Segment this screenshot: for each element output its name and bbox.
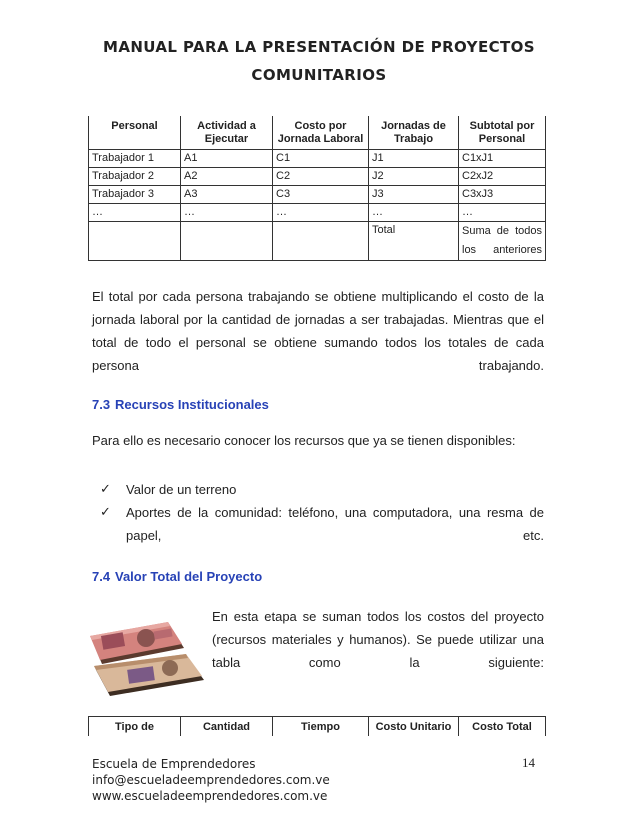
table-header-cell: Cantidad <box>181 717 273 737</box>
table-cell: C1xJ1 <box>459 150 546 168</box>
table-cell: Trabajador 1 <box>89 150 181 168</box>
table-header-cell: Personal <box>89 116 181 150</box>
table-header-cell: Subtotal por Personal <box>459 116 546 150</box>
table-cell: A3 <box>181 186 273 204</box>
table-row <box>89 186 546 204</box>
table-cell: C3xJ3 <box>459 186 546 204</box>
bullet-item-land-value: Valor de un terreno <box>126 482 237 497</box>
table-total-row <box>89 222 546 261</box>
table-cell: … <box>369 204 459 222</box>
table-cell: C3 <box>273 186 369 204</box>
table-row <box>89 150 546 168</box>
table-cell: A2 <box>181 168 273 186</box>
table-cell <box>181 222 273 261</box>
table-cell: … <box>89 204 181 222</box>
table-cell: … <box>273 204 369 222</box>
body-paragraph-total-calculation: El total por cada persona trabajando se obtiene multiplicando el costo de la jornada laboral por la cantidad de jornadas a ser trabajadas. Mientras que el total de todo el personal se obtiene sumando todos los totales de cada persona trabajando. <box>92 289 544 373</box>
section-number: 7.4 <box>92 569 111 584</box>
personnel-cost-table <box>88 116 546 261</box>
table-cell <box>459 222 546 261</box>
table-cell: C2xJ2 <box>459 168 546 186</box>
body-paragraph-total-value: En esta etapa se suman todos los costos del proyecto (recursos materiales y humanos). Se puede utilizar una tabla como la siguiente: <box>212 609 544 670</box>
checkmark-icon: ✓ <box>100 504 111 519</box>
table-cell <box>273 222 369 261</box>
table-header-cell: Costo Unitario <box>369 717 459 737</box>
footer-website: www.escueladeemprendedores.com.ve <box>92 789 328 803</box>
table-cell: C1 <box>273 150 369 168</box>
project-total-table <box>88 716 546 736</box>
section-title: Recursos Institucionales <box>115 397 269 412</box>
table-cell: A1 <box>181 150 273 168</box>
body-paragraph-resources-intro: Para ello es necesario conocer los recursos que ya se tienen disponibles: <box>92 433 516 448</box>
table-row <box>89 168 546 186</box>
banknotes-image <box>88 618 206 698</box>
table-header-row <box>89 717 546 737</box>
page-number: 14 <box>522 755 535 770</box>
table-cell: C2 <box>273 168 369 186</box>
section-heading-7-4 <box>92 569 262 584</box>
total-description: Suma de todos los anteriores <box>462 225 542 256</box>
table-cell: … <box>459 204 546 222</box>
table-cell <box>89 222 181 261</box>
table-cell: J1 <box>369 150 459 168</box>
table-cell: J2 <box>369 168 459 186</box>
table-cell: Total <box>369 222 459 261</box>
table-header-cell: Jornadas de Trabajo <box>369 116 459 150</box>
section-number: 7.3 <box>92 397 111 412</box>
table-cell: Trabajador 3 <box>89 186 181 204</box>
table-row <box>89 204 546 222</box>
document-title-line2: COMUNITARIOS <box>251 66 387 84</box>
section-title: Valor Total del Proyecto <box>115 569 263 584</box>
table-header-cell: Costo por Jornada Laboral <box>273 116 369 150</box>
table-cell: Trabajador 2 <box>89 168 181 186</box>
table-header-cell: Actividad a Ejecutar <box>181 116 273 150</box>
bullet-item-community-contributions: Aportes de la comunidad: teléfono, una computadora, una resma de papel, etc. <box>126 505 544 543</box>
table-cell: … <box>181 204 273 222</box>
table-cell: J3 <box>369 186 459 204</box>
document-title-line1: MANUAL PARA LA PRESENTACIÓN DE PROYECTOS <box>103 38 535 56</box>
table-header-cell: Tipo de <box>89 717 181 737</box>
checkmark-icon: ✓ <box>100 481 111 496</box>
footer-email: info@escueladeemprendedores.com.ve <box>92 773 330 787</box>
table-header-cell: Costo Total <box>459 717 546 737</box>
section-heading-7-3 <box>92 397 269 412</box>
table-header-row <box>89 116 546 150</box>
footer-organization: Escuela de Emprendedores <box>92 757 256 771</box>
table-header-cell: Tiempo <box>273 717 369 737</box>
